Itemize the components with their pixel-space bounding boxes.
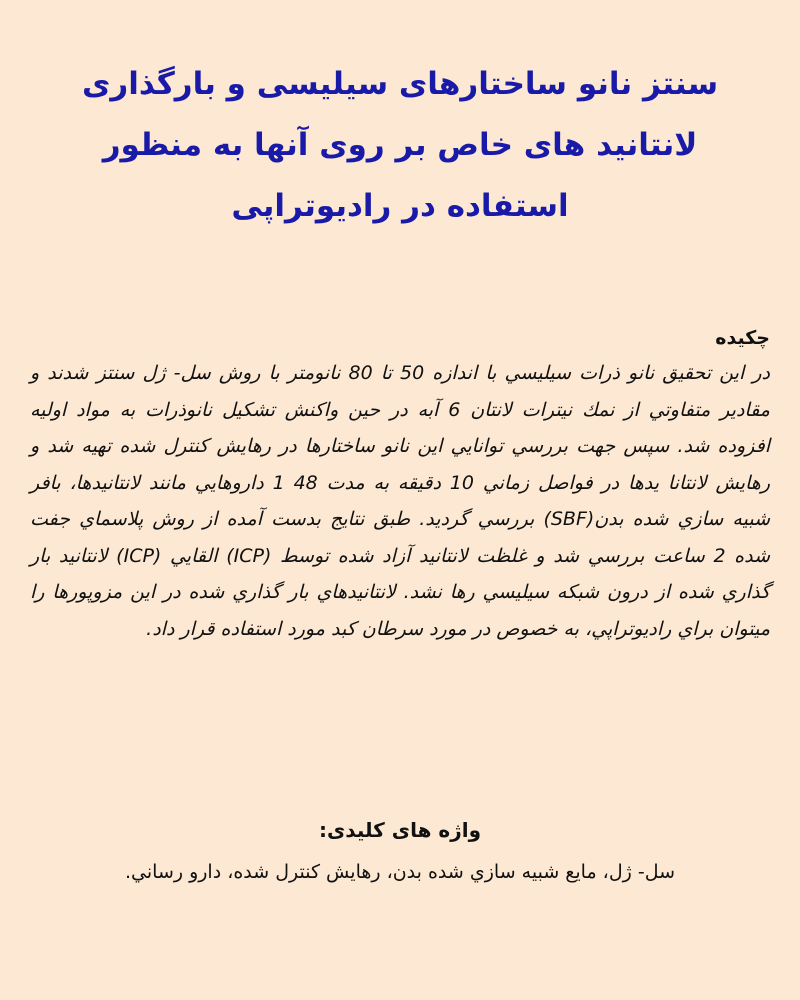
title-line: سنتز نانو ساختارهای سیلیسی و بارگذاری [81,66,719,102]
title-line: استفاده در رادیوتراپی [231,188,569,224]
keywords-list: سل- ژل، مايع شبيه سازي شده بدن، رهايش كنترل شده، دارو رساني. [124,861,676,883]
keywords-heading: واژه های کلیدی: [318,818,482,842]
abstract-body: در اين تحقيق نانو ذرات سيليسي با اندازه 50 تا 80 نانومتر با روش سل- ژل سنتز شدند و مقادير متفاوتي از نمك نيترات لانتان 6 آبه در حين واكنش تشكيل نانوذرات به مواد اوليه افزوده شد. سپس جهت بررسي توانايي اين نانو ساختارها در رهايش كنترل شده تهيه شد و رهايش لانتانا يدها در فواصل زماني 10 دقيقه به مدت 48 1 داروهايي مانند لانتانيدها، بافر شبيه سازي شده بدن(SBF) بررسي گرديد. طبق نتايج بدست آمده از روش پلاسماي جفت شده 2 ساعت بررسي شد و غلظت لانتانيد آزاد شده توسط (ICP) القايي (ICP) لانتانيد بار گذاري شده از درون شبكه سيليسي رها نشد. لانتانيدهاي بار گذاري شده در اين مزوپورها را ميتوان براي راديوتراپي، به خصوص در مورد سرطان كبد مورد استفاده قرار داد. [30,362,771,640]
title-line: لانتانید های خاص بر روی آنها به منظور [102,127,698,163]
document-title [40,54,760,237]
abstract-heading: چکیده [715,327,770,349]
